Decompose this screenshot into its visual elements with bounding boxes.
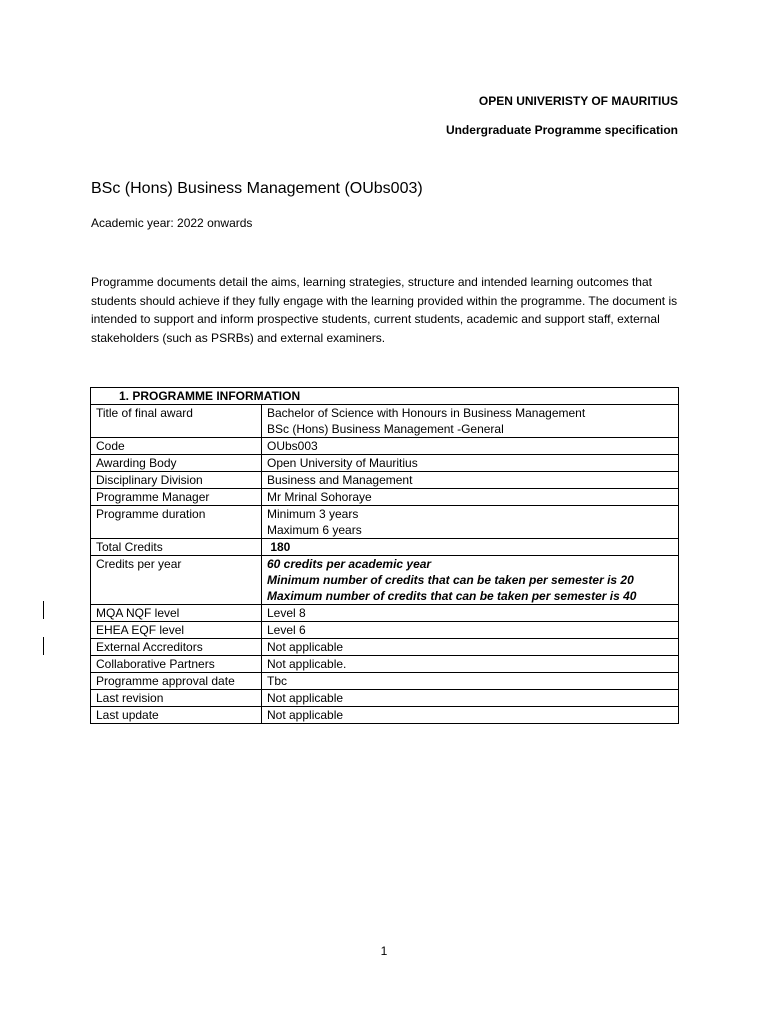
value-line: 60 credits per academic year (267, 557, 432, 571)
table-row (91, 673, 679, 690)
row-value: Level 8 (262, 605, 679, 622)
row-value: Not applicable. (262, 656, 679, 673)
row-label: EHEA EQF level (91, 622, 262, 639)
value-line: Maximum number of credits that can be taken per semester is 40 (267, 589, 637, 603)
row-label: Credits per year (91, 556, 262, 605)
intro-paragraph: Programme documents detail the aims, learning strategies, structure and intended learning outcomes that students should achieve if they fully engage with the learning provided within the programme. The document is intended to support and inform prospective students, current students, academic and support staff, external stakeholders (such as PSRBs) and external examiners. (91, 275, 678, 345)
value-line: Minimum 3 years (267, 507, 359, 521)
row-value (262, 556, 679, 605)
value-line: Minimum number of credits that can be taken per semester is 20 (267, 573, 634, 587)
table-row (91, 707, 679, 724)
row-label: Last revision (91, 690, 262, 707)
table-row (91, 656, 679, 673)
row-label: Programme Manager (91, 489, 262, 506)
table-row (91, 438, 679, 455)
row-label: Awarding Body (91, 455, 262, 472)
row-value: 180 (262, 539, 679, 556)
row-value (262, 506, 679, 539)
row-value: Mr Mrinal Sohoraye (262, 489, 679, 506)
table-heading-row (91, 388, 679, 405)
institution-name: OPEN UNIVERISTY OF MAURITIUS (478, 94, 678, 108)
row-label: Code (91, 438, 262, 455)
row-label: Disciplinary Division (91, 472, 262, 489)
value-line: BSc (Hons) Business Management -General (267, 422, 504, 436)
row-value: Not applicable (262, 707, 679, 724)
row-value: Not applicable (262, 690, 679, 707)
row-label: Total Credits (91, 539, 262, 556)
academic-year: Academic year: 2022 onwards (91, 216, 253, 230)
row-label: External Accreditors (91, 639, 262, 656)
row-label: Programme duration (91, 506, 262, 539)
page-number: 1 (380, 944, 388, 958)
table-row (91, 639, 679, 656)
row-label: Programme approval date (91, 673, 262, 690)
row-label: MQA NQF level (91, 605, 262, 622)
value-line: Bachelor of Science with Honours in Business Management (267, 406, 586, 420)
row-value: OUbs003 (262, 438, 679, 455)
table-row (91, 405, 679, 438)
row-value (262, 405, 679, 438)
table-row (91, 622, 679, 639)
revision-marker (43, 637, 44, 655)
row-value: Level 6 (262, 622, 679, 639)
row-label: Title of final award (91, 405, 262, 438)
table-heading: 1. PROGRAMME INFORMATION (91, 388, 679, 405)
programme-title: BSc (Hons) Business Management (OUbs003) (91, 180, 423, 197)
row-value: Not applicable (262, 639, 679, 656)
table-row (91, 472, 679, 489)
revision-marker (43, 601, 44, 619)
value-line: Maximum 6 years (267, 523, 362, 537)
table-row (91, 556, 679, 605)
row-label: Collaborative Partners (91, 656, 262, 673)
table-row (91, 690, 679, 707)
document-type: Undergraduate Programme specification (445, 123, 678, 137)
table-row (91, 506, 679, 539)
table-row (91, 605, 679, 622)
table-row (91, 455, 679, 472)
row-label: Last update (91, 707, 262, 724)
programme-information-table (90, 387, 679, 724)
table-row (91, 489, 679, 506)
row-value: Open University of Mauritius (262, 455, 679, 472)
row-value: Business and Management (262, 472, 679, 489)
table-row (91, 539, 679, 556)
row-value: Tbc (262, 673, 679, 690)
